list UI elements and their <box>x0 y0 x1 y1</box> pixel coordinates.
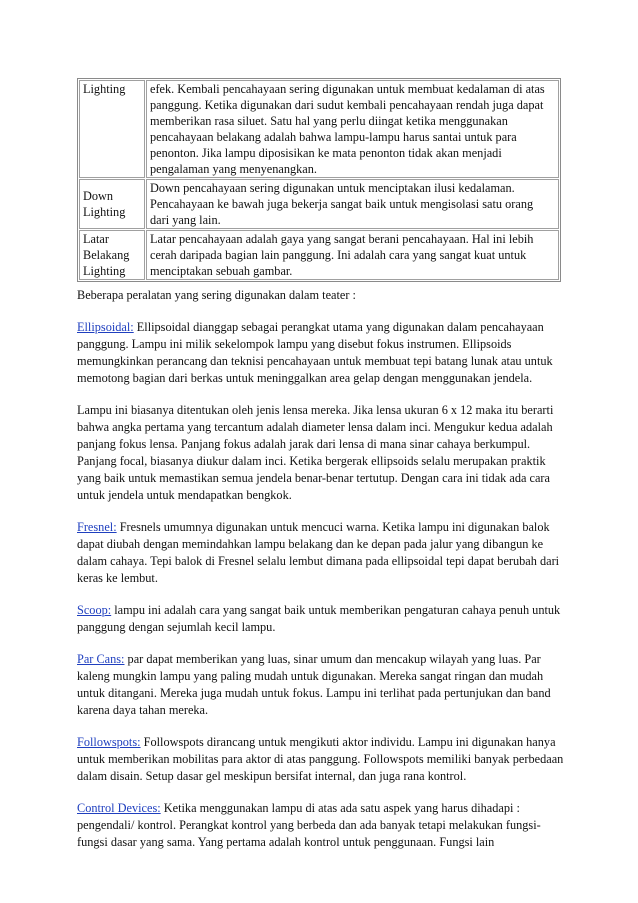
table-row <box>79 80 559 178</box>
ellipsoidal-link[interactable]: Ellipsoidal: <box>77 320 134 334</box>
ellipsoidal-text: Ellipsoidal dianggap sebagai perangkat utama yang digunakan dalam pencahayaan panggung. Lampu ini milik sekelompok lampu yang disebut fokus instrumen. Ellipsoids memungkinkan perancang dan teknisi pencahayaan untuk membuat tepi batang lunak atau untuk memotong bagian dari berkas untuk meninggalkan area gelap dengan menggunakan jendela. <box>77 320 553 385</box>
lens-paragraph: Lampu ini biasanya ditentukan oleh jenis lensa mereka. Jika lensa ukuran 6 x 12 maka itu berarti bahwa angka pertama yang tercantum adalah diameter lensa dalam inci. Mengukur kedua adalah panjang fokus lensa. Panjang fokus adalah jarak dari lensa di mana sinar cahaya berkumpul. Panjang focal, biasanya diukur dalam inci. Ketika bergerak ellipsoids selalu merupakan praktik yang baik untuk memastikan semua jendela benar-benar tertutup. Dengan cara ini tidak ada cara untuk jendela untuk mendapatkan bengkok. <box>77 403 554 502</box>
control-devices-text: Ketika menggunakan lampu di atas ada satu aspek yang harus dihadapi : pengendali/ kontrol. Perangkat kontrol yang berbeda dan ada banyak tetapi melakukan fungsi-fungsi dasar yang sama. Yang pertama adalah kontrol untuk penggunaan. Fungsi lain <box>77 801 541 849</box>
table-row <box>79 230 559 280</box>
fresnel-paragraph <box>77 519 565 587</box>
scoop-text: lampu ini adalah cara yang sangat baik untuk memberikan pengaturan cahaya penuh untuk panggung dengan sejumlah kecil lampu. <box>77 603 561 634</box>
ellipsoidal-paragraph <box>77 319 565 387</box>
table-description: Down pencahayaan sering digunakan untuk menciptakan ilusi kedalaman. Pencahayaan ke bawah juga bekerja sangat baik untuk mengisolasi satu orang dari yang lain. <box>146 179 559 229</box>
table-description: efek. Kembali pencahayaan sering digunakan untuk membuat kedalaman di atas panggung. Ketika digunakan dari sudut kembali pencahayaan rendah juga dapat memberikan rasa siluet. Satu hal yang perlu diingat ketika menggunakan pencahayaan belakang adalah bahwa lampu-lampu harus santai untuk para penonton. Jika lampu diposisikan ke mata penonton tidak akan menjadi pengalaman yang menyenangkan. <box>146 80 559 178</box>
intro-paragraph: Beberapa peralatan yang sering digunakan dalam teater : <box>77 288 356 302</box>
fresnel-text: Fresnels umumnya digunakan untuk mencuci warna. Ketika lampu ini digunakan balok dapat diubah dengan memindahkan lampu belakang dan ke depan pada jalur yang dibangun ke dalam cahaya. Tepi balok di Fresnel selalu lembut dimana pada ellipsoidal tepi dapat berubah dari keras ke lembut. <box>77 520 560 585</box>
control-devices-paragraph <box>77 800 565 851</box>
followspots-text: Followspots dirancang untuk mengikuti aktor individu. Lampu ini digunakan hanya untuk memberikan mobilitas para aktor di atas panggung. Followspots memiliki banyak perbedaan dalam disain. Setup dasar gel meskipun bersifat internal, dan juga rana kontrol. <box>77 735 564 783</box>
followspots-paragraph <box>77 734 565 785</box>
scoop-link[interactable]: Scoop: <box>77 603 112 617</box>
fresnel-link[interactable]: Fresnel: <box>77 520 117 534</box>
body-text <box>77 287 565 866</box>
table-term: Latar Belakang Lighting <box>79 230 145 280</box>
par-cans-text: par dapat memberikan yang luas, sinar umum dan mencakup wilayah yang luas. Par kaleng mungkin lampu yang paling mudah untuk digunakan. Mereka sangat ringan dan mudah untuk ditangani. Mereka juga mudah untuk fokus. Lampu ini terlihat pada pertunjukan dan band karena daya tahan mereka. <box>77 652 551 717</box>
table-term: Down Lighting <box>79 179 145 229</box>
par-cans-paragraph <box>77 651 565 719</box>
scoop-paragraph <box>77 602 565 636</box>
followspots-link[interactable]: Followspots: <box>77 735 141 749</box>
par-cans-link[interactable]: Par Cans: <box>77 652 125 666</box>
table-description: Latar pencahayaan adalah gaya yang sangat berani pencahayaan. Hal ini lebih cerah daripada bagian lain panggung. Ini adalah cara yang sangat kuat untuk menciptakan sebuah gambar. <box>146 230 559 280</box>
control-devices-link[interactable]: Control Devices: <box>77 801 161 815</box>
table-row <box>79 179 559 229</box>
lighting-table <box>77 78 561 282</box>
table-term: Lighting <box>79 80 145 178</box>
